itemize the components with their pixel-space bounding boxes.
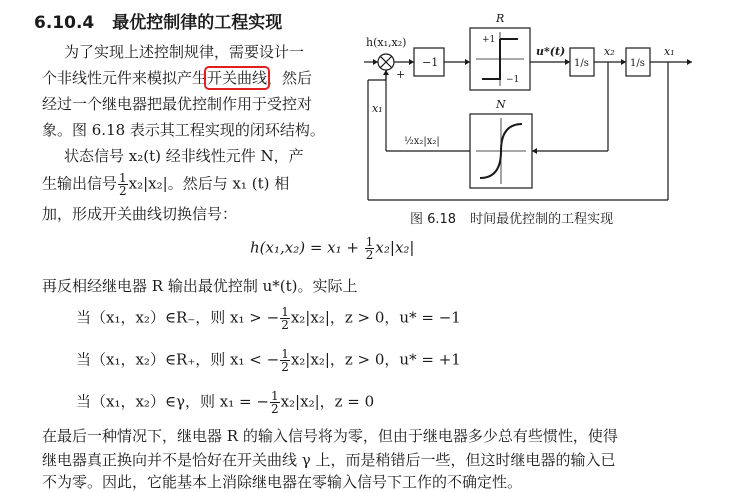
case-2-den: 2	[281, 360, 289, 374]
x1-feedback-label: x₁	[372, 102, 383, 115]
case-3-post: x₂|x₂|，z = 0	[280, 392, 375, 411]
block-diagram	[364, 6, 694, 206]
para3: 再反相经继电器 R 输出最优控制 u*(t)。实际上	[42, 277, 358, 295]
para2-line2-a: 生输出信号	[42, 174, 118, 193]
case-3-den: 2	[270, 402, 279, 416]
plus-sign: +	[396, 68, 406, 81]
section-number: 6.10.4	[34, 13, 95, 33]
case-1-den: 2	[281, 318, 289, 332]
relay-label: R	[496, 12, 505, 25]
para1-line1: 为了实现上述控制规律，需要设计一	[64, 43, 305, 61]
para1-line3: 经过一个继电器把最优控制作用于受控对	[42, 95, 313, 113]
case-2	[76, 348, 461, 373]
fraction-numerator: 1	[119, 171, 127, 185]
integrator-label-2: 1/s	[630, 58, 645, 69]
x1-label: x₁	[664, 45, 675, 58]
case-2-pre: 当（x₁，x₂）∈R₊，则 x₁ < −	[76, 350, 280, 369]
equation-lhs: h(x₁,x₂) = x₁ +	[250, 238, 359, 257]
case-1-pre: 当（x₁，x₂）∈R₋，则 x₁ > −	[76, 308, 280, 327]
section-title: 最优控制律的工程实现	[112, 13, 283, 33]
para1-line2	[42, 68, 312, 88]
fraction-half	[118, 172, 128, 197]
main-equation	[250, 236, 414, 261]
equation-fraction	[365, 236, 375, 261]
x2-label: x₂	[604, 45, 615, 58]
para4-line1: 在最后一种情况下，继电器 R 的输入信号将为零，但由于继电器多少总有些惯性，使得	[42, 427, 618, 445]
relay-neg-label: −1	[506, 75, 520, 85]
section-heading	[34, 8, 282, 33]
equation-fraction-num: 1	[365, 235, 374, 249]
equation-fraction-den: 2	[365, 248, 374, 262]
case-1	[76, 306, 461, 331]
control-label: u*(t)	[536, 45, 566, 58]
case-2-fraction	[280, 348, 290, 373]
caption-number: 图 6.18	[410, 212, 457, 227]
case-2-num: 1	[281, 347, 289, 361]
para1-line2-b: ，然后	[267, 69, 313, 87]
case-1-post: x₂|x₂|，z > 0，u* = −1	[290, 308, 461, 327]
case-3-pre: 当（x₁，x₂）∈γ，则 x₁ = −	[76, 392, 269, 411]
para2-line2-b: x₂|x₂|。然后与 x₁ (t) 相	[128, 174, 290, 193]
para4-line2: 继电器真正换向并不是恰好在开关曲线 γ 上，而是稍错后一些，但这时继电器的输入已	[42, 451, 616, 469]
para4-line3: 不为零。因此，它能基本上消除继电器在零输入信号下工作的不确定性。	[42, 473, 523, 491]
relay-pos-label: +1	[482, 35, 496, 45]
para1-line2-a: 个非线性元件来模拟产生	[42, 69, 208, 87]
case-1-fraction	[280, 306, 290, 331]
case-1-num: 1	[281, 305, 289, 319]
case-2-post: x₂|x₂|，z > 0，u* = +1	[290, 350, 461, 369]
fraction-denominator: 2	[119, 184, 127, 198]
case-3	[76, 390, 374, 415]
para2-line3: 加，形成开关曲线切换信号：	[42, 205, 238, 223]
nonlinear-label: N	[496, 98, 506, 111]
case-3-num: 1	[270, 389, 279, 403]
equation-rhs: x₂|x₂|	[375, 238, 415, 257]
integrator-label-1: 1/s	[574, 58, 589, 69]
para2-line1: 状态信号 x₂(t) 经非线性元件 N，产	[64, 147, 304, 165]
figure-caption	[410, 208, 613, 227]
case-3-fraction	[270, 390, 280, 415]
para2-line2	[42, 172, 289, 197]
para1-line4: 象。图 6.18 表示其工程实现的闭环结构。	[42, 121, 325, 139]
caption-text: 时间最优控制的工程实现	[470, 212, 614, 227]
input-label: h(x₁,x₂)	[366, 36, 407, 49]
gain-label: −1	[422, 56, 439, 69]
nl-output-label: ½x₂|x₂|	[404, 136, 440, 147]
highlighted-term: 开关曲线	[207, 69, 268, 87]
